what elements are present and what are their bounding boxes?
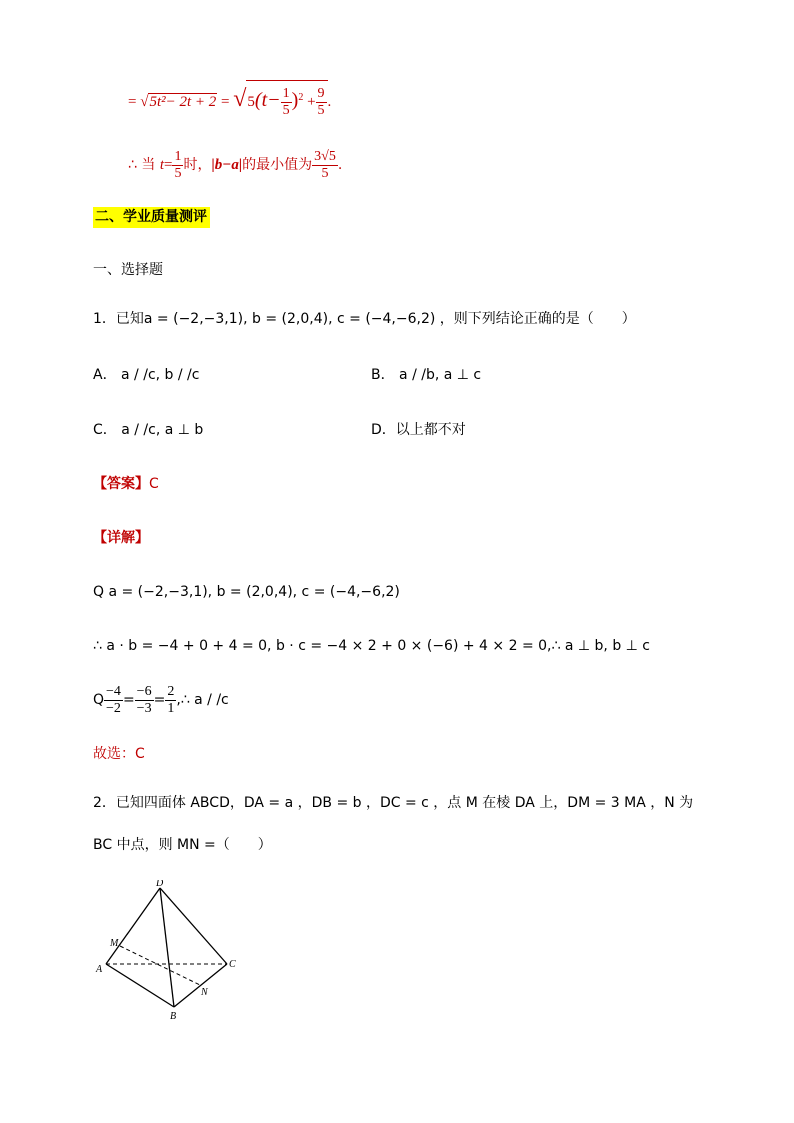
q2-line-1: 2．已知四面体 ABCD，DA = a ，DB = b ，DC = c ，点 M 在棱 DA 上，DM = 3 MA ，N 为 (93, 795, 694, 811)
eq-sign: = (128, 94, 137, 110)
sqrt-symbol: √ (140, 94, 149, 110)
q1-stem: 1．已知a = (−2,−3,1), b = (2,0,4), c = (−4,−6,2) ，则下列结论正确的是（ ） (93, 311, 636, 327)
label-C: C (229, 959, 236, 970)
q1-step-2: ∴ a · b = −4 + 0 + 4 = 0, b · c = −4 × 2 + 0 × (−6) + 4 × 2 = 0,∴ a ⊥ b, b ⊥ c (93, 638, 650, 654)
therefore-text: ∴ 当 (128, 157, 160, 173)
label-B: B (170, 1011, 177, 1022)
fraction-3: $\frac{2}{1}$ (167, 683, 175, 716)
label-D: D (156, 880, 164, 889)
sqrt-radicand: 5t²− 2t + 2 (149, 94, 217, 110)
edge-BC (174, 964, 227, 1007)
section-heading-text: 二、学业质量测评 (93, 207, 210, 228)
fraction-t: $\frac{1}{5}$ (174, 148, 182, 181)
segment-MN-hidden (120, 946, 200, 985)
abs-expression: |b−a| (211, 157, 243, 173)
q1-option-d: D．以上都不对 (371, 422, 466, 438)
q1-step-3: Q $\frac{-4}{-2}$ = $\frac{-6}{-3}$ = $\frac{2}{1}$ ,∴ a / /c (93, 683, 229, 716)
solution-line-1: = √5t²− 2t + 2 = √5(t− $\frac{1}{5}$ )$^2$ + $\frac{9}{5}$ . (128, 80, 331, 116)
fraction-1: $\frac{-4}{-2}$ (106, 683, 121, 716)
q1-option-b: B． a / /b, a ⊥ c (371, 367, 482, 383)
answer-value: C (149, 476, 159, 492)
label-A: A (96, 964, 103, 975)
q1-conclusion: 故选：C (93, 746, 145, 762)
big-sqrt-symbol: √ (233, 86, 247, 112)
subsection-title: 一、选择题 (93, 262, 163, 278)
fraction-nine-fifths: $\frac{9}{5}$ (317, 86, 325, 119)
label-M: M (110, 938, 119, 949)
q2-line-2: BC 中点，则 MN =（ ） (93, 837, 272, 853)
edge-DC (160, 888, 227, 964)
q1-step-1: Q a = (−2,−3,1), b = (2,0,4), c = (−4,−6,2) (93, 584, 400, 600)
q1-option-a: A． a / /c, b / /c (93, 367, 200, 383)
solution-line-2: ∴ 当 t= $\frac{1}{5}$ 时，|b−a|的最小值为 $\frac{3√5}{5}$ . (128, 148, 343, 181)
section-heading (93, 206, 210, 226)
tetrahedron-figure (90, 880, 260, 1025)
fraction-min-value: $\frac{3√5}{5}$ (314, 148, 336, 181)
q1-answer (93, 473, 159, 493)
edge-DB (160, 888, 174, 1007)
detail-label: 【详解】 (93, 530, 149, 546)
eq-sign-2: = (221, 94, 230, 110)
fraction-2: $\frac{-6}{-3}$ (136, 683, 152, 716)
big-sqrt-radicand: 5(t− $\frac{1}{5}$ )$^2$ + $\frac{9}{5}$ (246, 80, 327, 119)
answer-label: 【答案】 (93, 476, 149, 492)
edge-AB (106, 964, 174, 1007)
fraction-one-fifth: $\frac{1}{5}$ (282, 86, 290, 119)
q1-option-c: C． a / /c, a ⊥ b (93, 422, 204, 438)
label-N: N (201, 987, 208, 998)
